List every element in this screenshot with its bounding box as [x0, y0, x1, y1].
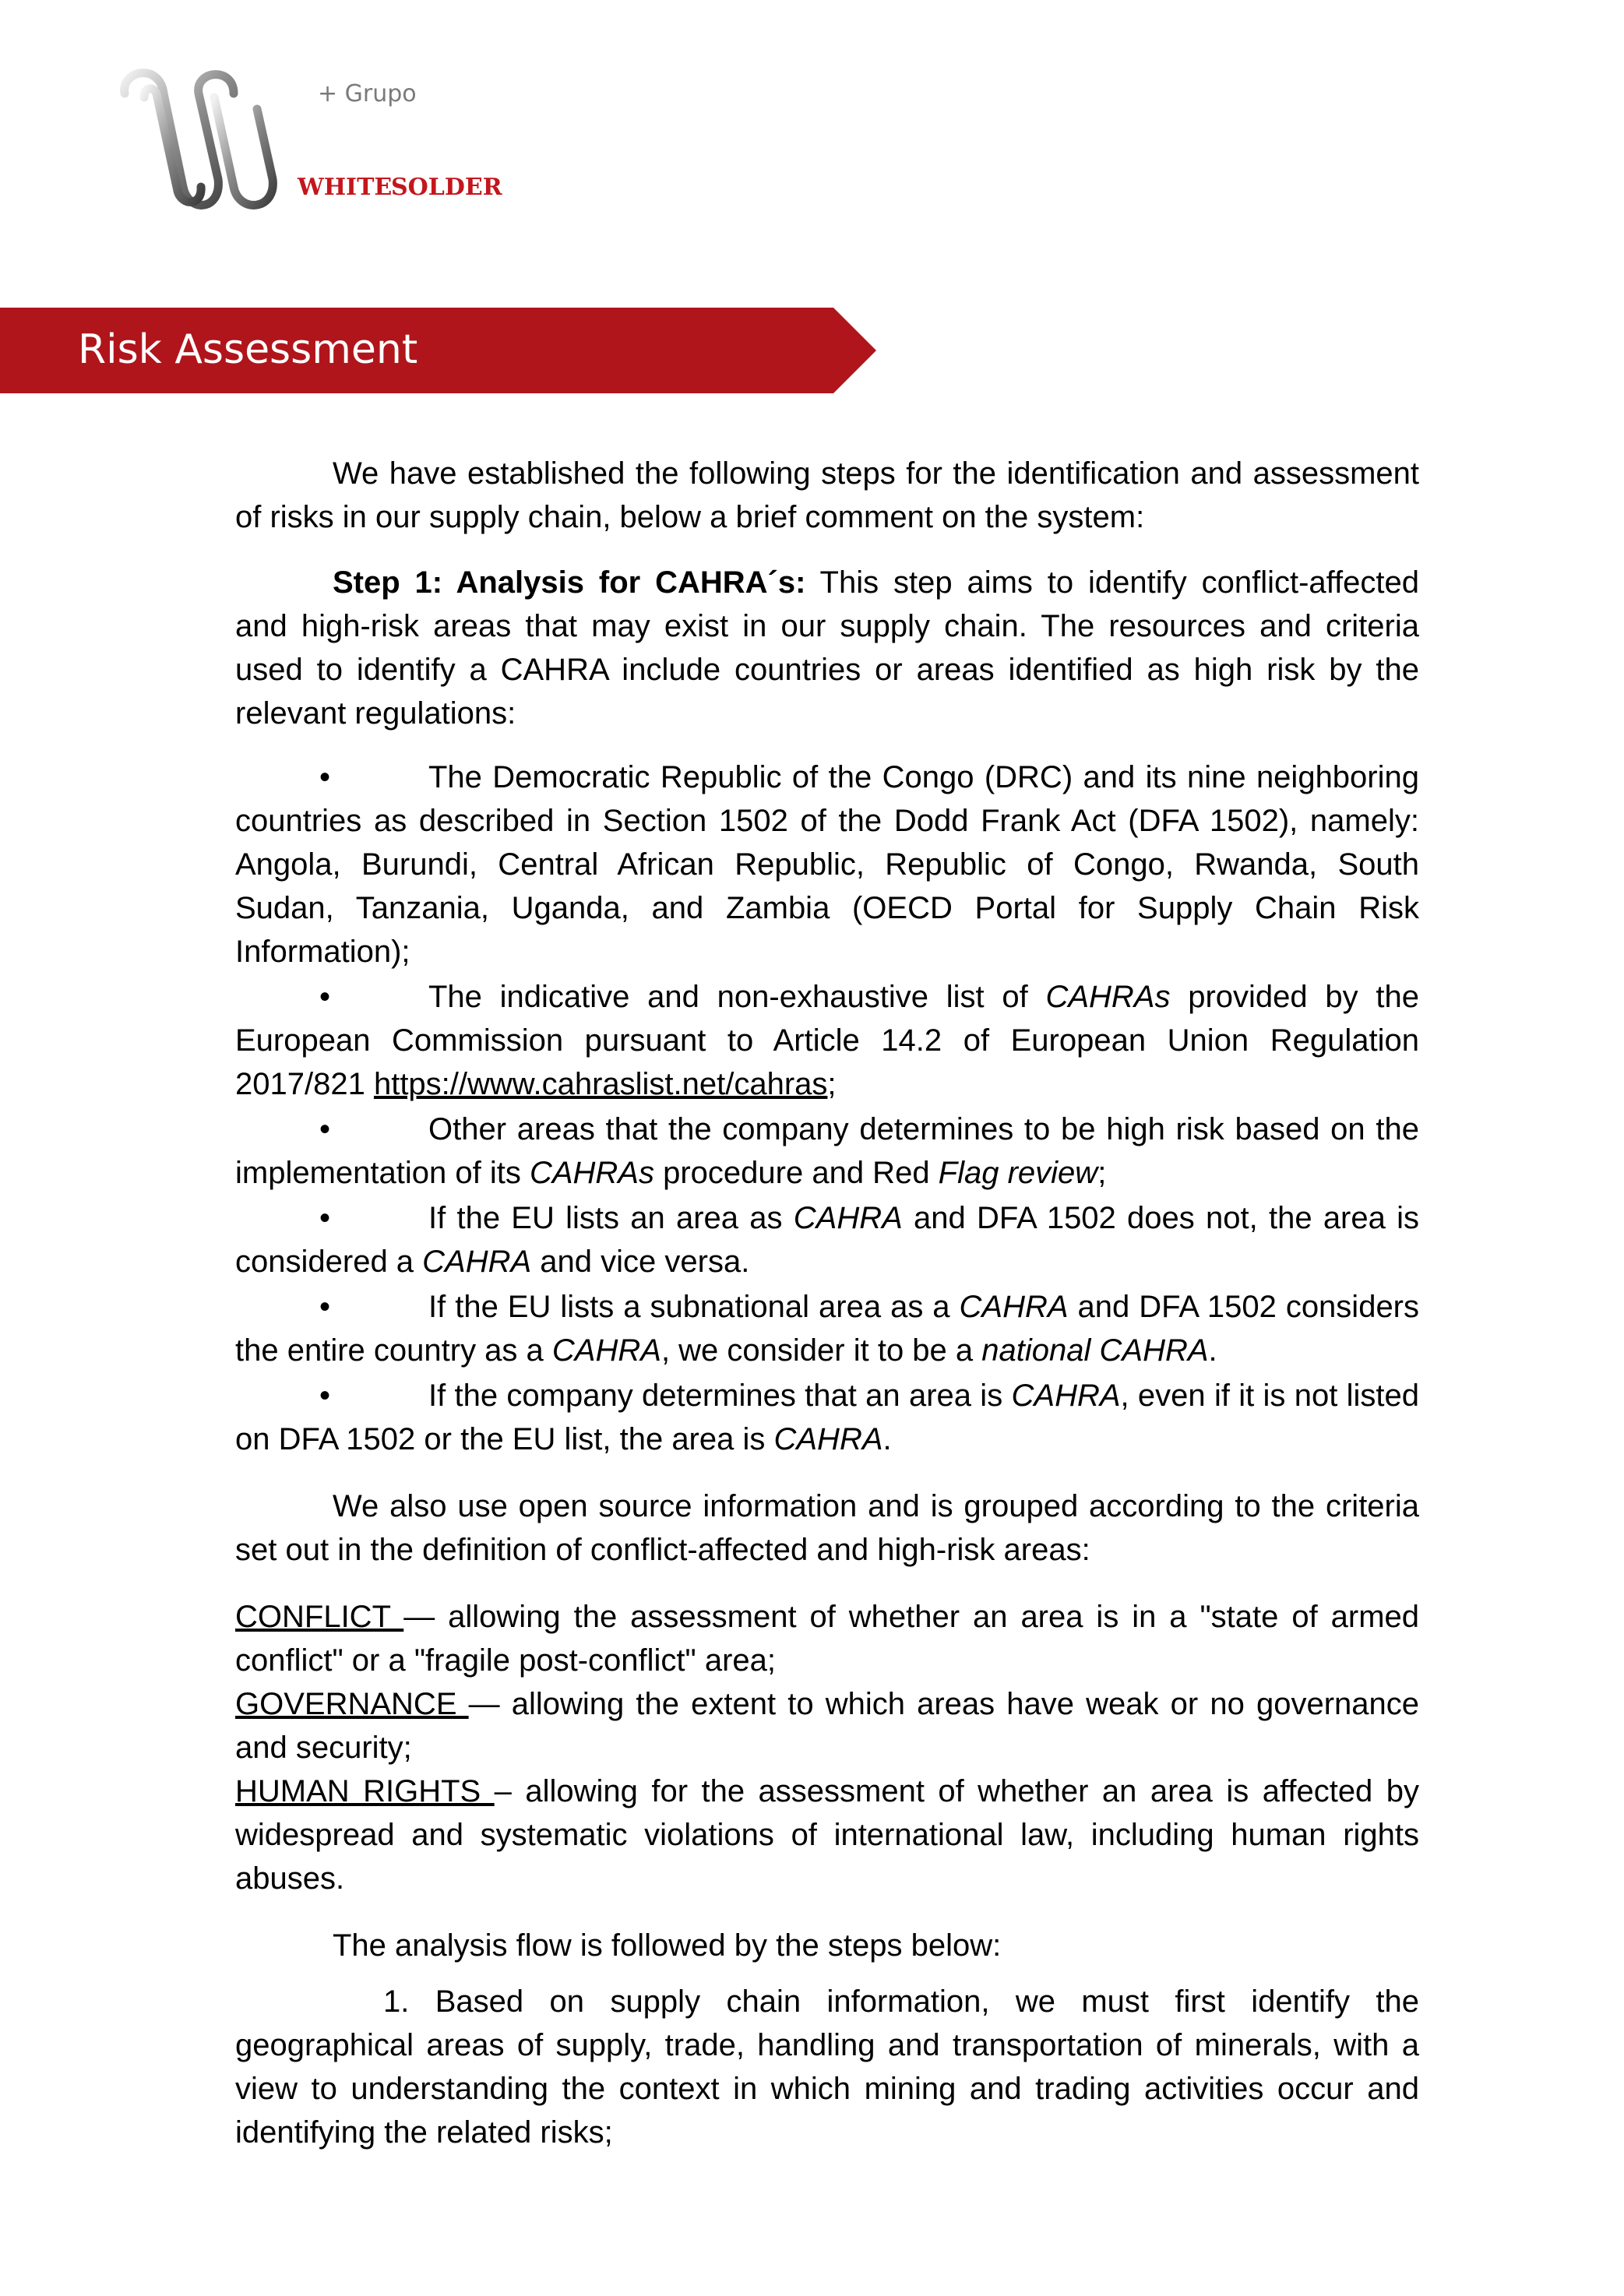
intro-paragraph: We have established the following steps for the identification and assessment of risks in our supply chain, below a brief comment on the system:	[235, 456, 1419, 534]
document-body	[235, 452, 1419, 2154]
step1-text: This step aims to identify conflict-affected and high-risk areas that may exist in our supply chain. The resources and criteria used to identify a CAHRA include countries or areas identified as high risk by the relevant regulations:	[235, 565, 1420, 731]
step1-label: Step 1: Analysis for CAHRA´s:	[333, 565, 806, 600]
bullet-item-1: • The Democratic Republic of the Congo (DRC) and its nine neighboring countries as described in Section 1502 of the Dodd Frank Act (DFA 1502), namely: Angola, Burundi, Central African Republic, Republic of Congo, Rwanda, South Sudan, Tanzania, Uganda, and Zambia (OECD Portal for Supply Chain Risk Information);	[235, 755, 1419, 974]
conflict-label: CONFLICT	[235, 1600, 404, 1634]
company-logo	[117, 62, 506, 218]
bullet-item-2: • The indicative and non-exhaustive list of CAHRAs provided by the European Commission pursuant to Article 14.2 of European Union Regulation 2017/821 https://www.cahraslist.net/cahras;	[235, 975, 1419, 1106]
bullet-item-5: • If the EU lists a subnational area as a CAHRA and DFA 1502 considers the entire country as a CAHRA, we consider it to be a national CAHRA.	[235, 1285, 1419, 1372]
bullet-icon: •	[319, 1201, 331, 1235]
numbered-item-1: 1. Based on supply chain information, we must first identify the geographical areas of supply, trade, handling and transportation of minerals, with a view to understanding the context in which mining and trading activities occur and identifying the related risks;	[235, 1984, 1419, 2150]
bullet-icon: •	[319, 760, 331, 794]
bullet-item-4: • If the EU lists an area as CAHRA and DFA 1502 does not, the area is considered a CAHRA and vice versa.	[235, 1196, 1419, 1284]
bullet-icon: •	[319, 1379, 331, 1413]
cahras-list-link[interactable]: https://www.cahraslist.net/cahras	[373, 1067, 828, 1101]
bullet-icon: •	[319, 980, 331, 1014]
section-banner	[0, 308, 876, 393]
governance-label: GOVERNANCE	[235, 1687, 469, 1721]
human-rights-definition: HUMAN RIGHTS – allowing for the assessment of whether an area is affected by widespread and systematic violations of international law, including human rights abuses.	[235, 1774, 1419, 1896]
governance-definition: GOVERNANCE — allowing the extent to which areas have weak or no governance and security;	[235, 1687, 1420, 1765]
step1-paragraph	[235, 561, 1419, 735]
bullet-icon: •	[319, 1290, 331, 1324]
flow-intro-paragraph: The analysis flow is followed by the steps below:	[333, 1928, 1002, 1963]
bullet-icon: •	[319, 1112, 331, 1146]
logo-brand-white: WHITE	[298, 174, 393, 201]
logo-prefix: + Grupo	[318, 80, 417, 107]
bullet-item-3: • Other areas that the company determines to be high risk based on the implementation of its CAHRAs procedure and Red Flag review;	[235, 1108, 1419, 1195]
section-title: Risk Assessment	[78, 326, 418, 373]
bullet-item-6: • If the company determines that an area is CAHRA, even if it is not listed on DFA 1502 or the EU list, the area is CAHRA.	[235, 1374, 1419, 1461]
open-source-paragraph: We also use open source information and is grouped according to the criteria set out in the definition of conflict-affected and high-risk areas:	[235, 1489, 1419, 1567]
conflict-definition: CONFLICT — allowing the assessment of whether an area is in a "state of armed conflict" or a "fragile post-conflict" area;	[235, 1600, 1420, 1678]
human-rights-label: HUMAN RIGHTS	[235, 1774, 495, 1808]
logo-brand-solder: SOLDER	[391, 174, 502, 201]
